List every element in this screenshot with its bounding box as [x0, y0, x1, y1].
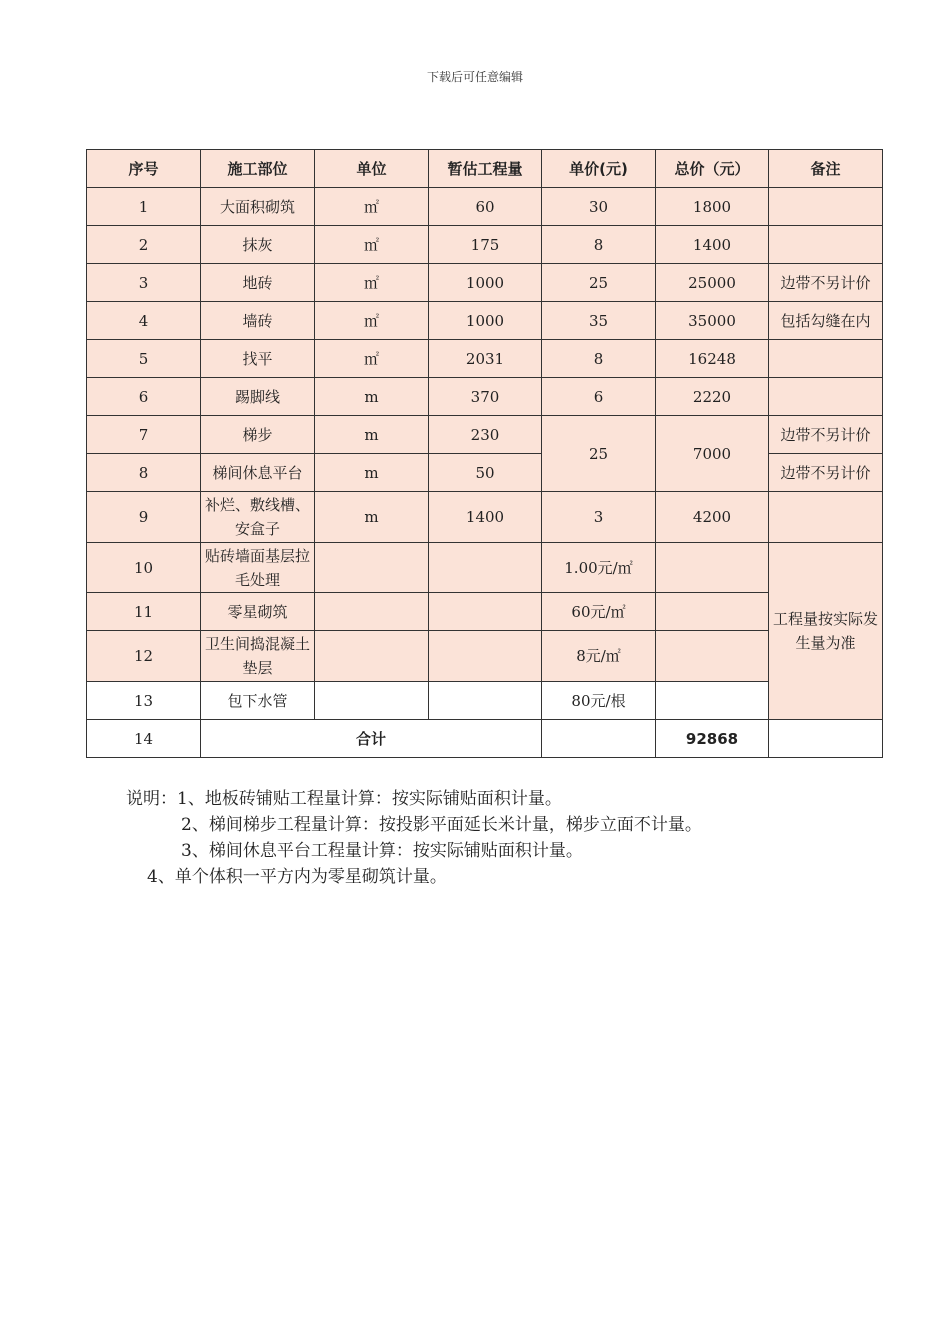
note-line: 3、梯间休息平台工程量计算：按实际铺贴面积计量。: [181, 841, 583, 861]
table-row: [87, 492, 883, 543]
table-row: [87, 378, 883, 416]
cell-note: [769, 340, 883, 378]
header-price: 单价(元): [542, 150, 656, 188]
cell-price: 8: [542, 226, 656, 264]
header-qty: 暂估工程量: [429, 150, 542, 188]
cell-no: 6: [87, 378, 201, 416]
cell-qty: 2031: [429, 340, 542, 378]
cell-note: [769, 720, 883, 758]
cell-unit: ㎡: [315, 340, 429, 378]
cell-price: 30: [542, 188, 656, 226]
cell-note: 包括勾缝在内: [769, 302, 883, 340]
cell-total: 35000: [656, 302, 769, 340]
cell-unit: m: [315, 378, 429, 416]
cell-unit: m: [315, 492, 429, 543]
cell-total: [656, 631, 769, 682]
note-line: 说明：1、地板砖铺贴工程量计算：按实际铺贴面积计量。: [126, 789, 562, 809]
summary-label: 合计: [201, 720, 542, 758]
cell-part: 包下水管: [201, 682, 315, 720]
cell-qty: 175: [429, 226, 542, 264]
cell-no: 2: [87, 226, 201, 264]
cell-no: 5: [87, 340, 201, 378]
table-row: [87, 340, 883, 378]
quantity-table: [86, 149, 883, 758]
cell-note: [769, 226, 883, 264]
cell-price: 8元/㎡: [542, 631, 656, 682]
cell-total: [656, 543, 769, 593]
cell-no: 1: [87, 188, 201, 226]
cell-note: 边带不另计价: [769, 264, 883, 302]
cell-qty: 60: [429, 188, 542, 226]
cell-part: 墙砖: [201, 302, 315, 340]
cell-part: 踢脚线: [201, 378, 315, 416]
note-line: 4、单个体积一平方内为零星砌筑计量。: [147, 867, 447, 887]
summary-row: [87, 720, 883, 758]
cell-unit: m: [315, 416, 429, 454]
cell-no: 14: [87, 720, 201, 758]
header-unit: 单位: [315, 150, 429, 188]
summary-total: 92868: [656, 720, 769, 758]
cell-qty: 370: [429, 378, 542, 416]
cell-price: 35: [542, 302, 656, 340]
cell-price: 8: [542, 340, 656, 378]
cell-part: 贴砖墙面基层拉毛处理: [201, 543, 315, 593]
cell-total: 16248: [656, 340, 769, 378]
cell-part: 卫生间捣混凝土垫层: [201, 631, 315, 682]
cell-unit: ㎡: [315, 188, 429, 226]
cell-unit: [315, 682, 429, 720]
cell-unit: m: [315, 454, 429, 492]
cell-total: [656, 593, 769, 631]
cell-total: [656, 682, 769, 720]
table-header-row: [87, 150, 883, 188]
cell-note: 边带不另计价: [769, 416, 883, 454]
cell-no: 4: [87, 302, 201, 340]
cell-no: 8: [87, 454, 201, 492]
cell-part: 梯步: [201, 416, 315, 454]
cell-qty: [429, 593, 542, 631]
cell-unit: ㎡: [315, 302, 429, 340]
cell-part: 大面积砌筑: [201, 188, 315, 226]
cell-price: 3: [542, 492, 656, 543]
cell-no: 7: [87, 416, 201, 454]
cell-note: 边带不另计价: [769, 454, 883, 492]
cell-price: 25: [542, 264, 656, 302]
notes: [126, 786, 702, 890]
header-note: 下载后可任意编辑: [426, 70, 523, 84]
cell-unit: [315, 631, 429, 682]
cell-no: 11: [87, 593, 201, 631]
cell-unit: ㎡: [315, 226, 429, 264]
cell-qty: 1400: [429, 492, 542, 543]
table-row: [87, 226, 883, 264]
cell-qty: [429, 543, 542, 593]
cell-total: 4200: [656, 492, 769, 543]
note-line: 2、梯间梯步工程量计算：按投影平面延长米计量，梯步立面不计量。: [181, 815, 702, 835]
table-row: [87, 416, 883, 454]
cell-qty: 230: [429, 416, 542, 454]
table-row: [87, 543, 883, 593]
table-row: [87, 593, 883, 631]
table-row: [87, 264, 883, 302]
cell-total: 1400: [656, 226, 769, 264]
cell-note-merged: 工程量按实际发生量为准: [769, 543, 883, 720]
cell-total: 1800: [656, 188, 769, 226]
header-total: 总价（元）: [656, 150, 769, 188]
cell-total: 2220: [656, 378, 769, 416]
cell-unit: [315, 543, 429, 593]
cell-qty: 50: [429, 454, 542, 492]
cell-no: 10: [87, 543, 201, 593]
cell-price: 80元/根: [542, 682, 656, 720]
header-no: 序号: [87, 150, 201, 188]
cell-qty: [429, 631, 542, 682]
table-row: [87, 302, 883, 340]
cell-note: [769, 492, 883, 543]
cell-total: 25000: [656, 264, 769, 302]
cell-unit: [315, 593, 429, 631]
cell-price: 60元/㎡: [542, 593, 656, 631]
cell-qty: [429, 682, 542, 720]
table-row: [87, 188, 883, 226]
header-note: 备注: [769, 150, 883, 188]
cell-part: 补烂、敷线槽、安盒子: [201, 492, 315, 543]
cell-part: 零星砌筑: [201, 593, 315, 631]
table-row: [87, 682, 883, 720]
cell-part: 地砖: [201, 264, 315, 302]
cell-part: 找平: [201, 340, 315, 378]
cell-price: 1.00元/㎡: [542, 543, 656, 593]
header-part: 施工部位: [201, 150, 315, 188]
table-row: [87, 631, 883, 682]
cell-part: 梯间休息平台: [201, 454, 315, 492]
cell-price-merged: 25: [542, 416, 656, 492]
cell-qty: 1000: [429, 302, 542, 340]
cell-price: 6: [542, 378, 656, 416]
cell-qty: 1000: [429, 264, 542, 302]
cell-unit: ㎡: [315, 264, 429, 302]
cell-total-merged: 7000: [656, 416, 769, 492]
cell-note: [769, 378, 883, 416]
cell-part: 抹灰: [201, 226, 315, 264]
cell-no: 9: [87, 492, 201, 543]
cell-price: [542, 720, 656, 758]
cell-no: 12: [87, 631, 201, 682]
cell-no: 3: [87, 264, 201, 302]
cell-note: [769, 188, 883, 226]
cell-no: 13: [87, 682, 201, 720]
